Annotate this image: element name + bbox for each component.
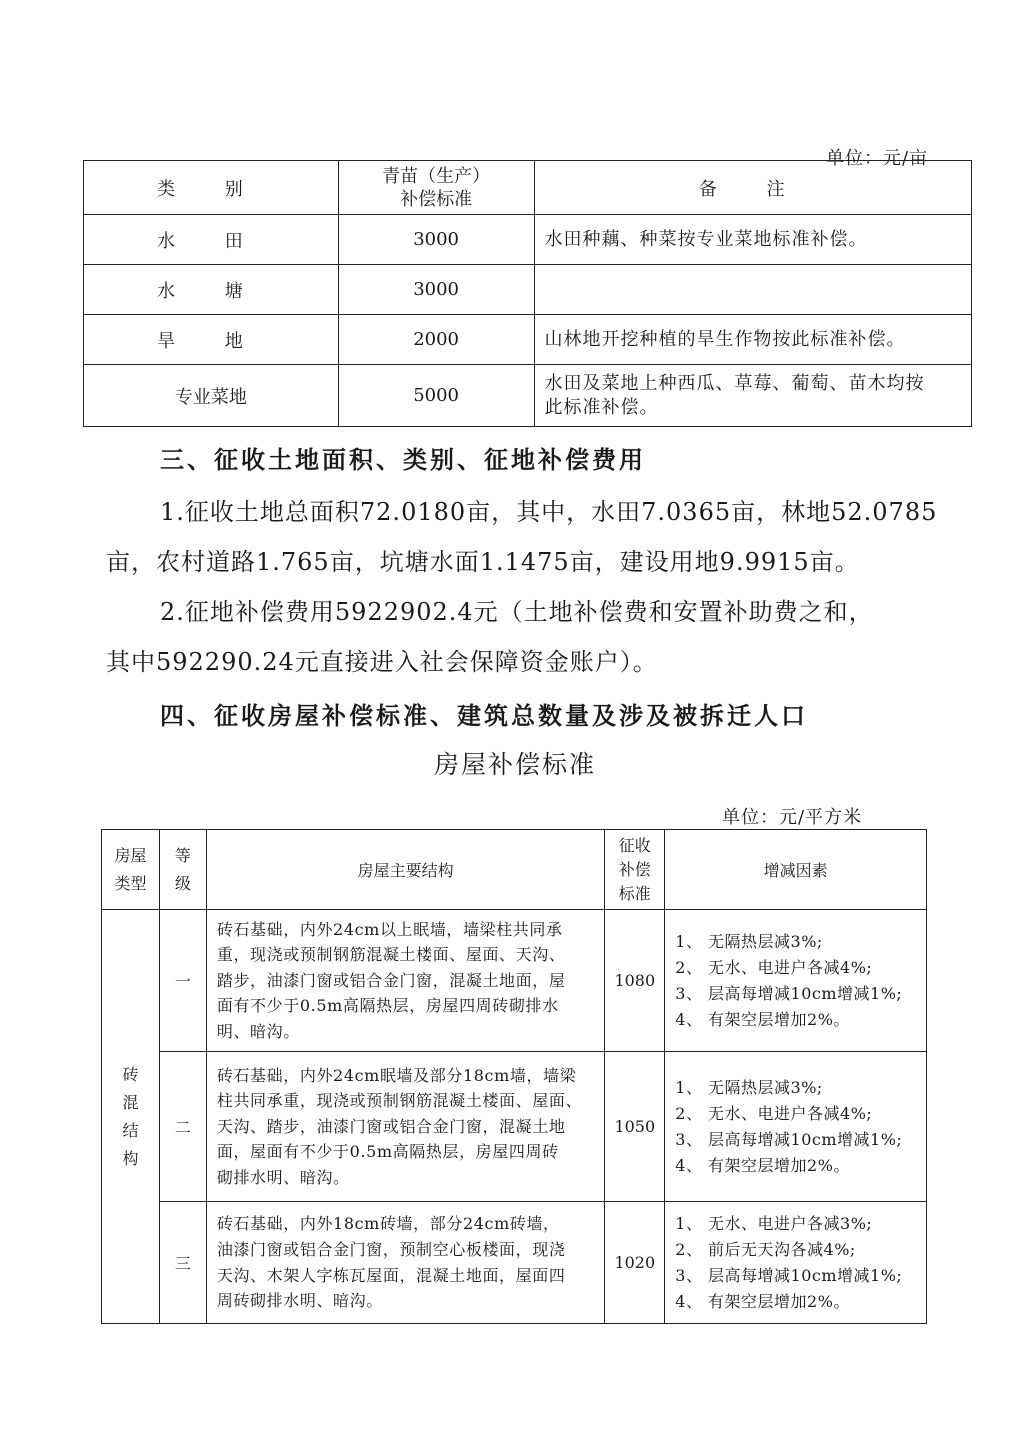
cell-grade: 一: [159, 910, 206, 1052]
section3-paragraph1-line1: 1.征收土地总面积72.0180亩，其中，水田7.0365亩，林地52.0785: [160, 498, 938, 526]
header-standard: 征收 补偿 标准: [605, 830, 665, 910]
section3-heading: 三、征收土地面积、类别、征地补偿费用: [160, 446, 646, 474]
table-row: [84, 315, 972, 365]
cell-grade: 二: [159, 1052, 206, 1202]
section3-paragraph2-line1: 2.征地补偿费用5922902.4元（土地补偿费和安置补助费之和，: [160, 598, 874, 626]
crop-compensation-table: [83, 160, 972, 427]
table-row: [102, 910, 927, 1052]
table-header-row: [84, 161, 972, 215]
table1-unit: 单位：元/亩: [826, 148, 929, 169]
cell-factors: 1、 无水、电进户各减3%; 2、 前后无天沟各减4%; 3、 层高每增减10cm增减1%; 4、 有架空层增加2%。: [665, 1202, 927, 1324]
cell-standard: 2000: [338, 315, 534, 365]
cell-category: 旱 地: [84, 315, 339, 365]
cell-standard: 3000: [338, 265, 534, 315]
cell-remark: 水田及菜地上种西瓜、草莓、葡萄、苗木均按 此标准补偿。: [534, 365, 972, 427]
section3-paragraph2-line2: 其中592290.24元直接进入社会保障资金账户）。: [106, 648, 658, 676]
cell-category: 专业菜地: [84, 365, 339, 427]
cell-remark: 水田种藕、种菜按专业菜地标准补偿。: [534, 215, 972, 265]
table2-title: 房屋补偿标准: [434, 750, 597, 779]
header-structure: 房屋主要结构: [206, 830, 604, 910]
header-grade: 等 级: [159, 830, 206, 910]
section4-heading: 四、征收房屋补偿标准、建筑总数量及涉及被拆迁人口: [160, 702, 808, 730]
cell-remark: 山林地开挖种植的旱生作物按此标准补偿。: [534, 315, 972, 365]
table-row: [102, 1202, 927, 1324]
cell-standard: 1050: [605, 1052, 665, 1202]
cell-standard: 3000: [338, 215, 534, 265]
table2-unit: 单位：元/平方米: [722, 807, 863, 828]
cell-standard: 1020: [605, 1202, 665, 1324]
cell-standard: 1080: [605, 910, 665, 1052]
table-row: [102, 1052, 927, 1202]
table-header-row: [102, 830, 927, 910]
cell-remark: [534, 265, 972, 315]
table-row: [84, 365, 972, 427]
table-row: [84, 265, 972, 315]
cell-standard: 5000: [338, 365, 534, 427]
cell-category: 水 田: [84, 215, 339, 265]
cell-category: 水 塘: [84, 265, 339, 315]
cell-grade: 三: [159, 1202, 206, 1324]
header-category: 类 别: [84, 161, 339, 215]
section3-paragraph1-line2: 亩，农村道路1.765亩，坑塘水面1.1475亩，建设用地9.9915亩。: [106, 548, 860, 576]
cell-house-type: 砖 混 结 构: [102, 910, 160, 1324]
cell-structure: 砖石基础，内外24cm眠墙及部分18cm墙，墙梁 柱共同承重，现浇或预制钢筋混凝土楼面、屋面、 天沟、踏步，油漆门窗或铝合金门窗，混凝土地 面，屋面有不少于0.5m高隔热层，房屋四周砖 砌排水明、暗沟。: [206, 1052, 604, 1202]
cell-factors: 1、 无隔热层减3%; 2、 无水、电进户各减4%; 3、 层高每增减10cm增减1%; 4、 有架空层增加2%。: [665, 910, 927, 1052]
cell-factors: 1、 无隔热层减3%; 2、 无水、电进户各减4%; 3、 层高每增减10cm增减1%; 4、 有架空层增加2%。: [665, 1052, 927, 1202]
table-row: [84, 215, 972, 265]
cell-structure: 砖石基础，内外24cm以上眠墙，墙梁柱共同承 重，现浇或预制钢筋混凝土楼面、屋面、天沟、 踏步，油漆门窗或铝合金门窗，混凝土地面，屋 面有不少于0.5m高隔热层，房屋四周砖砌排水 明、暗沟。: [206, 910, 604, 1052]
header-standard: 青苗（生产） 补偿标准: [338, 161, 534, 215]
header-house-type: 房屋 类型: [102, 830, 160, 910]
header-remark: 备 注: [534, 161, 972, 215]
house-compensation-table: [101, 829, 927, 1324]
cell-structure: 砖石基础，内外18cm砖墙，部分24cm砖墙， 油漆门窗或铝合金门窗，预制空心板楼面，现浇 天沟、木架人字栋瓦屋面，混凝土地面，屋面四 周砖砌排水明、暗沟。: [206, 1202, 604, 1324]
header-factors: 增减因素: [665, 830, 927, 910]
